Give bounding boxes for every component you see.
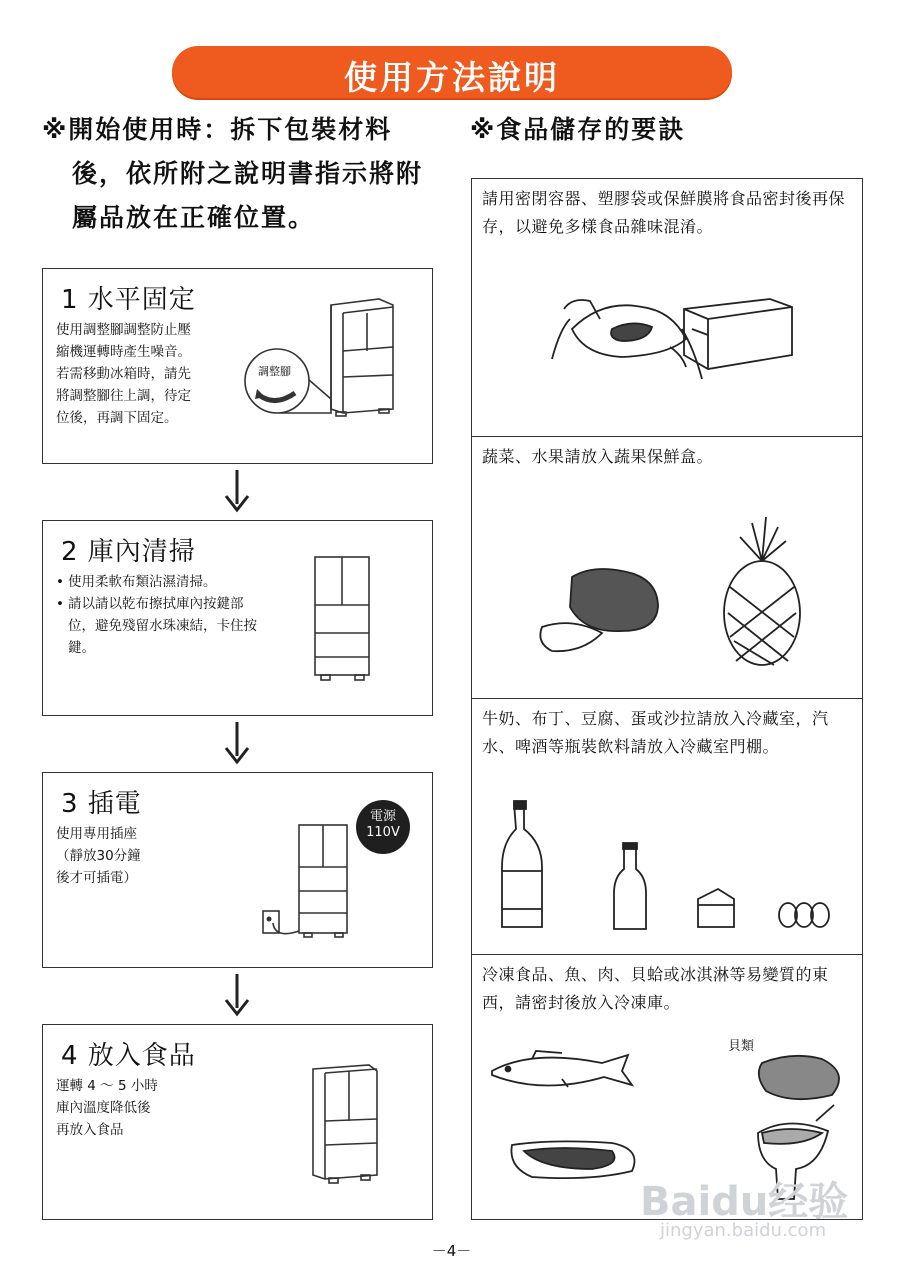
- tip-panel-vegetables: [471, 436, 863, 700]
- desc-line: 縮機運轉時產生噪音。: [56, 344, 191, 360]
- tip-text: 牛奶、布丁、豆腐、蛋或沙拉請放入冷藏室，汽水、啤酒等瓶裝飲料請放入冷藏室門棚。: [482, 709, 829, 756]
- down-arrow-icon: [222, 972, 252, 1016]
- adjust-foot-label: 調整腳: [258, 365, 291, 378]
- start-line-2: 後，依所附之說明書指示將附: [72, 159, 424, 188]
- desc-line: 將調整腳往上調，待定: [56, 388, 191, 404]
- shellfish-label: 貝類: [728, 1039, 755, 1054]
- badge-line: 110V: [366, 825, 400, 840]
- tip-text: 冷凍食品、魚、肉、貝蛤或冰淇淋等易變質的東西，請密封後放入冷凍庫。: [482, 965, 829, 1012]
- desc-line: 位後，再調下固定。: [56, 410, 178, 426]
- start-line-3: 屬品放在正確位置。: [72, 203, 316, 232]
- page-number: －4－: [431, 1242, 472, 1260]
- watermark-url: jingyan.baidu.com: [660, 1220, 827, 1241]
- desc-line: 運轉 4 ～ 5 小時: [56, 1078, 158, 1094]
- power-badge: [362, 809, 404, 841]
- step-1-level: [42, 268, 433, 464]
- step-title: 3 插電: [61, 789, 142, 819]
- fridge-icon: [43, 1025, 432, 1219]
- tip-text: 蔬菜、水果請放入蔬果保鮮盒。: [482, 447, 714, 466]
- step-3-power: [42, 772, 433, 968]
- start-instructions: [42, 108, 452, 240]
- desc-line: 使用專用插座: [56, 826, 137, 842]
- tip-text: 請用密閉容器、塑膠袋或保鮮膜將食品密封後再保存，以避免多樣食品雜味混淆。: [482, 189, 846, 236]
- down-arrow-icon: [222, 720, 252, 764]
- bullet-item: • 使用柔軟布類沾濕清掃。: [56, 571, 261, 593]
- bullet-item: • 請以請以乾布擦拭庫內按鍵部位，避免殘留水珠凍結，卡住按鍵。: [56, 593, 261, 659]
- page-title: 使用方法說明: [344, 58, 560, 97]
- fridge-plug-icon: [43, 773, 432, 967]
- desc-line: 使用調整腳調整防止壓: [56, 322, 191, 338]
- storage-tips-title: ※食品儲存的要訣: [470, 115, 686, 144]
- tip-panel-sealed-containers: [471, 178, 863, 438]
- badge-line: 電源: [369, 809, 396, 824]
- down-arrow-icon: [222, 468, 252, 512]
- start-line-1: ※開始使用時：拆下包裝材料: [42, 115, 393, 144]
- fridge-leveling-icon: [43, 269, 432, 463]
- step-4-load-food: [42, 1024, 433, 1220]
- step-title: 4 放入食品: [61, 1041, 196, 1071]
- watermark-logo: Baidu经验: [640, 1179, 849, 1225]
- fridge-icon: [43, 521, 432, 715]
- vegetables-fruit-illustration: [472, 437, 862, 699]
- step-2-cleaning: [42, 520, 433, 716]
- desc-line: 若需移動冰箱時，請先: [56, 366, 191, 382]
- desc-line: 再放入食品: [56, 1122, 124, 1138]
- step-title: 1 水平固定: [61, 285, 196, 315]
- drinks-dairy-illustration: [472, 699, 862, 955]
- wrapping-food-illustration: [472, 179, 862, 437]
- desc-line: （靜放30分鐘: [56, 848, 141, 864]
- step-title: 2 庫內清掃: [61, 537, 196, 567]
- header-banner: [172, 46, 732, 98]
- desc-line: 庫內溫度降低後: [56, 1100, 151, 1116]
- desc-line: 後才可插電）: [56, 870, 137, 886]
- tip-panel-refrigerator: [471, 698, 863, 956]
